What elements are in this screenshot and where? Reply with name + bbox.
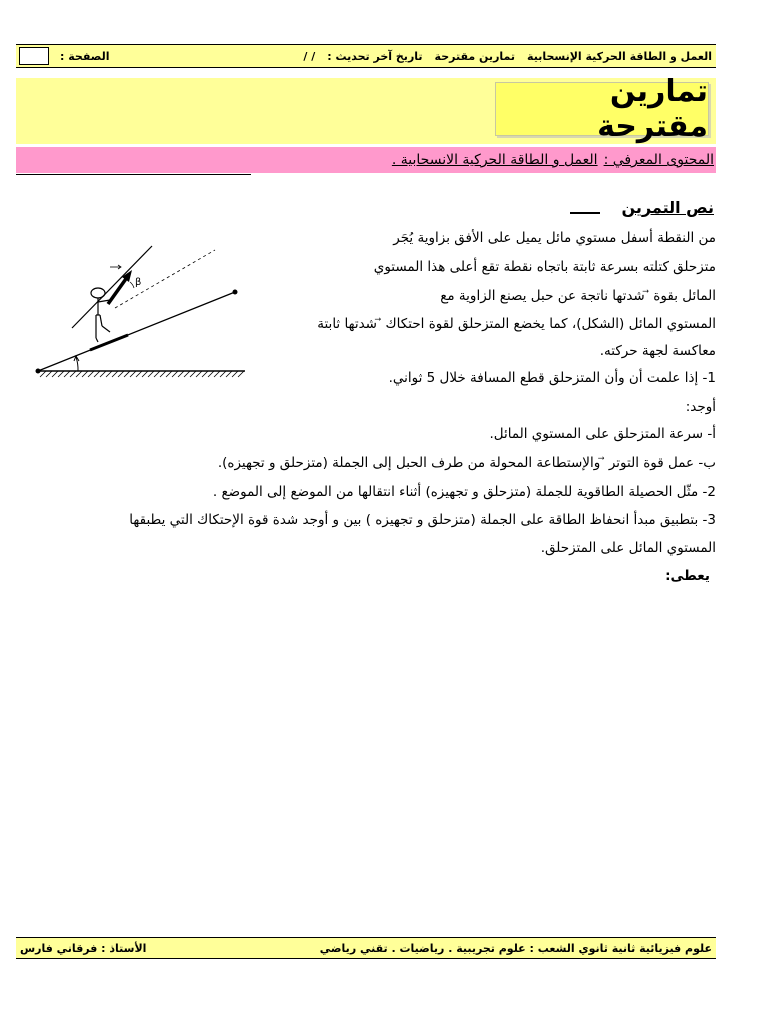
text-line-1: من النقطة أسفل مستوي مائل يميل على الأفق بزاوية يُجَر xyxy=(393,230,716,246)
text-line-10: 2- مثّل الحصيلة الطاقوية للجملة (متزحلق و تجهيزه) أثناء انتقالها من الموضع إلى الموضع . xyxy=(212,484,716,500)
beta-label: β xyxy=(135,277,142,288)
header-chapter: العمل و الطاقة الحركية الإنسحابية xyxy=(527,49,712,63)
text-line-4: المستوي المائل (الشكل)، كما يخضع المتزحلق لقوة احتكاك ⃗ شدتها ثابتة xyxy=(317,316,716,332)
text-line-11: 3- بتطبيق مبدأ انحفاظ الطاقة على الجملة (متزحلق و تجهيزه ) بين و أوجد شدة قوة الإحتكاك التي يطبقها xyxy=(129,512,716,528)
footer-bar xyxy=(16,937,716,959)
incline-line xyxy=(38,292,235,371)
text-line-9: ب- عمل قوة التوتر ⃗ والإستطاعة المحولة من طرف الحبل إلى الجملة (متزحلق و تجهيزه). xyxy=(217,455,716,471)
text-line-5: معاكسة لجهة حركته. xyxy=(599,343,716,359)
content-underline xyxy=(16,174,251,175)
exercise-heading: نص التمرين xyxy=(621,198,714,217)
beta-arc xyxy=(130,282,134,288)
page-title: تمارين مقترحة xyxy=(495,82,709,136)
content-band xyxy=(16,147,716,173)
header-date: / / xyxy=(303,49,316,63)
text-line-12: المستوي المائل على المتزحلق. xyxy=(540,540,716,556)
text-line-3: المائل بقوة ⃗ شدتها ناتجة عن حبل يصنع الزاوية مع xyxy=(440,288,716,304)
footer-teacher: الأستاذ : فرقاني فارس xyxy=(20,941,147,955)
text-line-8: أ- سرعة المتزحلق على المستوي المائل. xyxy=(489,426,716,442)
content-label: المحتوى المعرفي : xyxy=(603,152,714,168)
text-line-7: أوجد: xyxy=(685,399,716,415)
text-line-2: متزحلق كتلته بسرعة ثابتة باتجاه نقطة تقع أعلى هذا المستوي xyxy=(373,259,716,275)
header-bar xyxy=(16,44,716,68)
skier-figure xyxy=(91,288,110,342)
content-value: العمل و الطاقة الحركية الانسحابية . xyxy=(391,152,598,168)
header-update-label: تاريخ آخر تحديث : xyxy=(327,49,423,63)
inclined-plane-figure xyxy=(30,240,250,385)
header-page-label: الصفحة : xyxy=(60,49,110,63)
point-a-dot xyxy=(36,369,41,374)
exercise-heading-underline xyxy=(570,212,600,214)
header-section: تمارين مقترحة xyxy=(434,49,516,63)
text-line-6: 1- إذا علمت أن وأن المتزحلق قطع المسافة خلال 5 ثواني. xyxy=(388,370,716,386)
page-number-box xyxy=(19,47,49,65)
point-b-dot xyxy=(233,290,238,295)
text-line-13: يعطى: xyxy=(665,568,710,584)
footer-subject: علوم فيزيائية ثانية ثانوي الشعب : علوم تجريبية . رياضيات . تقني رياضي xyxy=(319,941,712,955)
ground-hatching xyxy=(40,371,244,377)
dashed-reference-line xyxy=(115,250,215,308)
